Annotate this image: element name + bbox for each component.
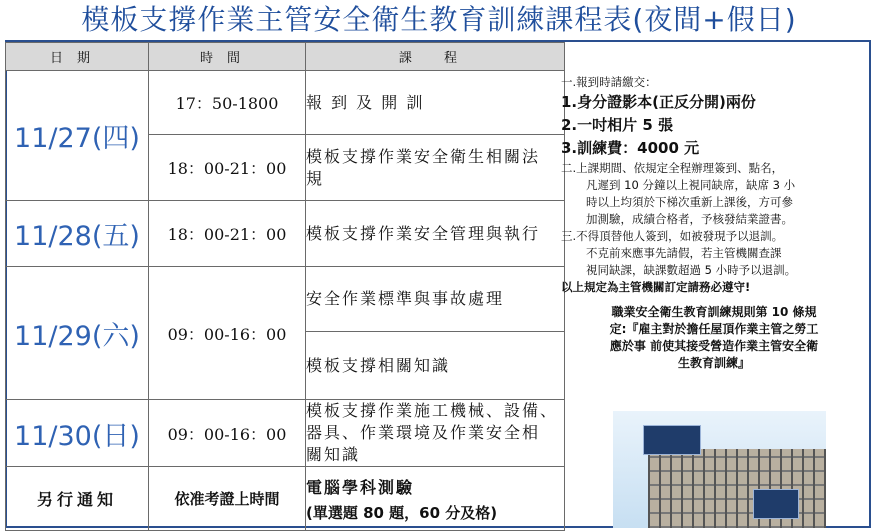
note-line: 加測驗，成績合格者，予核發結業證書。 [586,212,793,226]
photo-sign [753,489,799,519]
note-line: 以上規定為主管機關訂定請務必遵守! [561,280,751,294]
page-title: 模板支撐作業主管安全衛生教育訓練課程表(夜間+假日) [81,3,797,36]
course-cell [306,400,565,467]
time-cell: 18：00-21：00 [149,135,306,201]
table-row [6,201,565,267]
note-line: 二.上課期間、依規定全程辦理簽到、點名， [561,161,784,175]
time-cell: 18：00-21：00 [149,201,306,267]
table-row [6,400,565,467]
note-line: 視同缺課，缺課數超過 5 小時予以退訓。 [586,263,797,277]
note-line: 不克前來應事先請假，若主管機關查課 [586,246,782,260]
regulation-line: 職業安全衛生教育訓練規則第 10 條規 [611,305,817,319]
regulation-line: 生教育訓練』 [677,356,750,370]
course-text: 模板支撐相關知識 [306,355,451,375]
exam-cell [306,467,565,531]
header-time: 時間 [149,43,306,71]
note-line: 凡遲到 10 分鐘以上視同缺席，缺席 3 小 [586,178,796,192]
course-text: 器具、作業環境及作業安全相 [306,423,541,442]
exam-detail: (單選題 80 題，60 分及格) [306,503,498,522]
regulation-text [561,304,867,372]
course-text: 規 [306,168,325,188]
header-row [6,43,565,71]
note-line: 2.一吋相片 5 張 [561,116,674,134]
time-cell: 依准考證上時間 [149,467,306,531]
course-text: 關知識 [306,445,361,464]
course-cell [306,201,565,267]
note-line: 時以上均須於下梯次重新上課後，方可參 [586,195,793,209]
date-cell: 11/30(日) [6,400,149,467]
date-cell: 11/29(六) [6,267,149,400]
time-cell: 17：50-1800 [149,71,306,135]
note-line: 3.訓練費：4000 元 [561,139,700,157]
regulation-line: 定:『雇主對於擔任屋頂作業主管之勞工 [609,322,819,336]
note-line: 1.身分證影本(正反分開)兩份 [561,93,756,111]
table-row [6,267,565,332]
course-cell [306,135,565,201]
course-cell [306,267,565,332]
course-text: 模板支撐作業施工機械、設備、 [306,401,559,420]
regulation-line: 應於事 前使其接受營造作業主管安全衛 [609,339,819,353]
note-line: 三.不得頂替他人簽到，如被發現予以退訓。 [561,229,784,243]
scaffold-structure [648,449,826,528]
notice-label-cell: 另行通知 [6,467,149,531]
header-date: 日期 [6,43,149,71]
course-text: 安全作業標準與事故處理 [306,289,505,308]
date-cell: 11/28(五) [6,201,149,267]
table-row [6,71,565,135]
time-cell: 09：00-16：00 [149,267,306,400]
course-text: 報 到 及 開 訓 [306,92,425,112]
scaffold-photo [613,411,826,528]
date-cell: 11/27(四) [6,71,149,201]
note-line: 一.報到時請繳交： [561,75,657,89]
course-cell [306,332,565,400]
exam-title: 電腦學科測驗 [306,477,415,497]
time-cell: 09：00-16：00 [149,400,306,467]
table-row [6,467,565,531]
course-text: 模板支撐作業安全衛生相關法 [306,146,541,166]
photo-sign [643,425,701,455]
header-course: 課 程 [306,43,565,71]
schedule-table [5,42,565,531]
course-text: 模板支撐作業安全管理與執行 [306,223,541,243]
course-cell [306,71,565,135]
